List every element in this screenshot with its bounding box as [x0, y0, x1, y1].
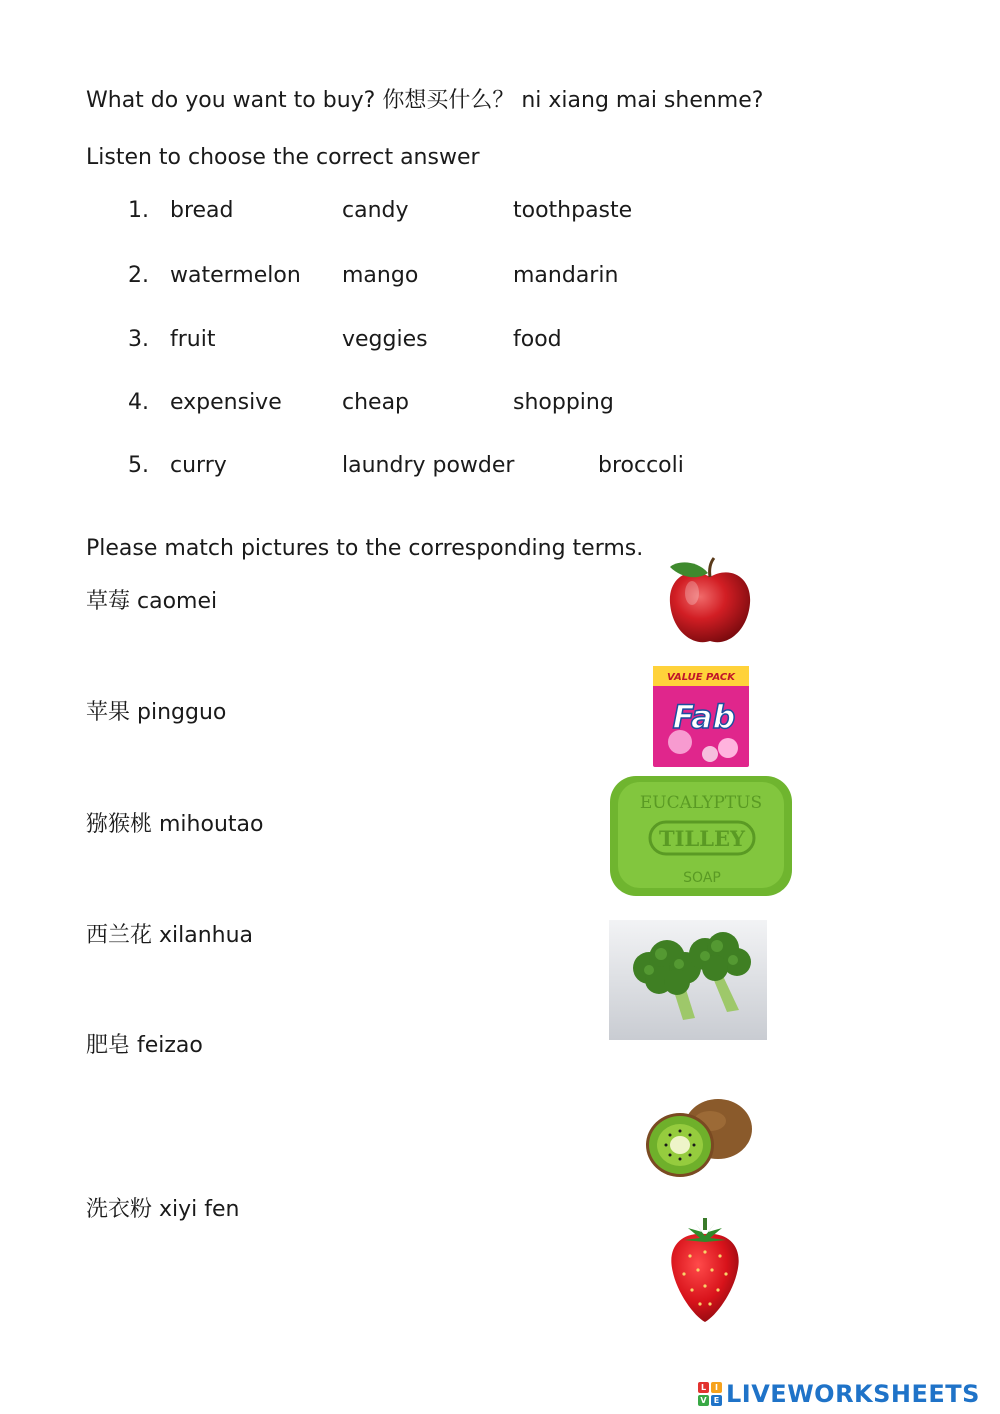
- broccoli-icon[interactable]: [609, 920, 767, 1040]
- brand-logo-icon: [698, 1382, 722, 1406]
- logo-letter: V: [698, 1395, 709, 1406]
- brand-footer[interactable]: [698, 1380, 980, 1408]
- soap-brand-text: TILLEY: [659, 826, 745, 851]
- answer-option[interactable]: cheap: [342, 390, 410, 415]
- answer-option[interactable]: shopping: [513, 390, 614, 415]
- logo-letter: L: [698, 1382, 709, 1393]
- fab-brand: Fab: [672, 698, 736, 736]
- apple-icon[interactable]: [660, 555, 760, 650]
- question-number: 1.: [128, 198, 149, 223]
- page-title: What do you want to buy? 你想买什么？ ni xiang mai shenme?: [86, 88, 764, 113]
- strawberry-icon[interactable]: [664, 1216, 746, 1326]
- fab-pack-label: VALUE PACK: [667, 672, 735, 683]
- term-strawberry[interactable]: 草莓 caomei: [86, 589, 218, 614]
- question-number: 4.: [128, 390, 149, 415]
- term-laundry-powder[interactable]: 洗衣粉 xiyi fen: [86, 1197, 240, 1222]
- answer-option[interactable]: food: [513, 327, 562, 352]
- kiwi-icon[interactable]: [640, 1093, 756, 1181]
- answer-option[interactable]: veggies: [342, 327, 428, 352]
- match-instruction: Please match pictures to the corresponding terms.: [86, 536, 644, 561]
- answer-option[interactable]: candy: [342, 198, 409, 223]
- question-number: 3.: [128, 327, 149, 352]
- listen-instruction: Listen to choose the correct answer: [86, 145, 480, 170]
- laundry-powder-box-icon[interactable]: [650, 662, 752, 770]
- answer-option[interactable]: mango: [342, 263, 419, 288]
- answer-option[interactable]: bread: [170, 198, 234, 223]
- answer-option[interactable]: watermelon: [170, 263, 301, 288]
- answer-option[interactable]: laundry powder: [342, 453, 515, 478]
- answer-option[interactable]: curry: [170, 453, 227, 478]
- soap-top-text: EUCALYPTUS: [639, 793, 763, 813]
- question-number: 5.: [128, 453, 149, 478]
- answer-option[interactable]: mandarin: [513, 263, 619, 288]
- term-broccoli[interactable]: 西兰花 xilanhua: [86, 923, 254, 948]
- soap-bottom-text: SOAP: [683, 870, 721, 886]
- answer-option[interactable]: fruit: [170, 327, 216, 352]
- term-soap[interactable]: 肥皂 feizao: [86, 1033, 203, 1058]
- brand-name: LIVEWORKSHEETS: [726, 1380, 980, 1408]
- answer-option[interactable]: broccoli: [598, 453, 684, 478]
- term-kiwi[interactable]: 猕猴桃 mihoutao: [86, 812, 264, 837]
- logo-letter: E: [711, 1395, 722, 1406]
- logo-letter: I: [711, 1382, 722, 1393]
- question-number: 2.: [128, 263, 149, 288]
- answer-option[interactable]: toothpaste: [513, 198, 633, 223]
- soap-bar-icon[interactable]: [606, 770, 796, 902]
- term-apple[interactable]: 苹果 pingguo: [86, 700, 227, 725]
- answer-option[interactable]: expensive: [170, 390, 282, 415]
